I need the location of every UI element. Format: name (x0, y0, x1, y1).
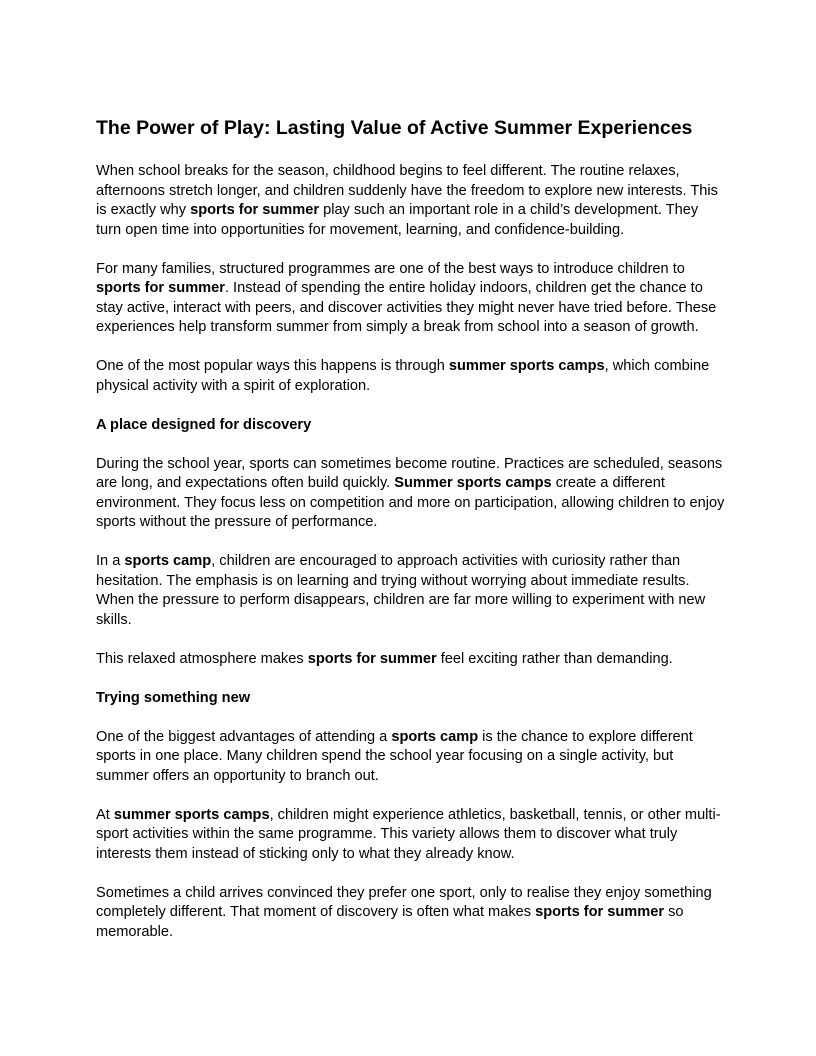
bold-phrase: summer sports camps (448, 358, 605, 374)
text-run: , children are encouraged to approach activities with curiosity rather than hesitation. The emphasis is on learning and trying without worrying about immediate results. When the pressure to perform disappears, children are far more willing to experiment with new skills. (96, 553, 706, 628)
text-run: At (96, 806, 114, 823)
document-page (96, 114, 726, 962)
text-run: so memorable. (96, 904, 684, 940)
text-run: This relaxed atmosphere makes (96, 650, 308, 667)
bold-phrase: sports for summer (96, 280, 225, 296)
text-run: Sometimes a child arrives convinced they prefer one sport, only to realise they enjoy something completely different. That moment of discovery is often what makes (96, 884, 712, 920)
bold-phrase: sports for summer (190, 202, 320, 218)
body-paragraph (96, 806, 726, 865)
text-run: is the chance to explore different sports in one place. Many children spend the school year focusing on a single activity, but summer offers an opportunity to branch out. (96, 728, 693, 784)
bold-phrase: Summer sports camps (394, 475, 552, 491)
document-body (96, 162, 726, 942)
body-paragraph (96, 650, 726, 670)
document-title: The Power of Play: Lasting Value of Active Summer Experiences (96, 117, 693, 139)
bold-phrase: summer sports camps (113, 806, 270, 823)
text-run: create a different environment. They focus less on competition and more on participation, allowing children to enjoy sports without the pressure of performance. (96, 475, 725, 530)
bold-phrase: sports camp (391, 728, 479, 745)
body-paragraph (96, 884, 726, 943)
body-paragraph (96, 357, 726, 396)
bold-phrase: sports camp (124, 553, 212, 569)
text-run: play such an important role in a child’s development. They turn open time into opportunities for movement, learning, and confidence-building. (96, 202, 699, 238)
bold-phrase: sports for summer (307, 650, 437, 667)
section-heading: Trying something new (96, 689, 251, 706)
body-paragraph (96, 455, 726, 533)
text-run: When school breaks for the season, childhood begins to feel different. The routine relaxes, afternoons stretch longer, and children suddenly have the freedom to explore new interests. This is exactly why (96, 163, 718, 218)
body-paragraph (96, 728, 726, 787)
body-paragraph (96, 260, 726, 338)
text-run: One of the most popular ways this happens is through (96, 358, 449, 374)
text-run: One of the biggest advantages of attending a (96, 728, 392, 745)
text-run: , which combine physical activity with a spirit of exploration. (96, 358, 710, 394)
body-paragraph (96, 552, 726, 630)
bold-phrase: sports for summer (535, 904, 665, 920)
body-paragraph (96, 162, 726, 240)
text-run: For many families, structured programmes are one of the best ways to introduce children to (96, 260, 685, 277)
section-heading: A place designed for discovery (96, 416, 312, 433)
text-run: , children might experience athletics, basketball, tennis, or other multi-sport activities within the same programme. This variety allows them to discover what truly interests them instead of sticking only to what they already know. (96, 806, 721, 862)
text-run: feel exciting rather than demanding. (436, 650, 673, 667)
text-run: In a (96, 553, 125, 569)
text-run: During the school year, sports can sometimes become routine. Practices are scheduled, seasons are long, and expectations often build quickly. (96, 455, 723, 491)
text-run: . Instead of spending the entire holiday indoors, children get the chance to stay active, interact with peers, and discover activities they might never have tried before. These experiences help transform summer from simply a break from school into a season of growth. (96, 280, 717, 335)
